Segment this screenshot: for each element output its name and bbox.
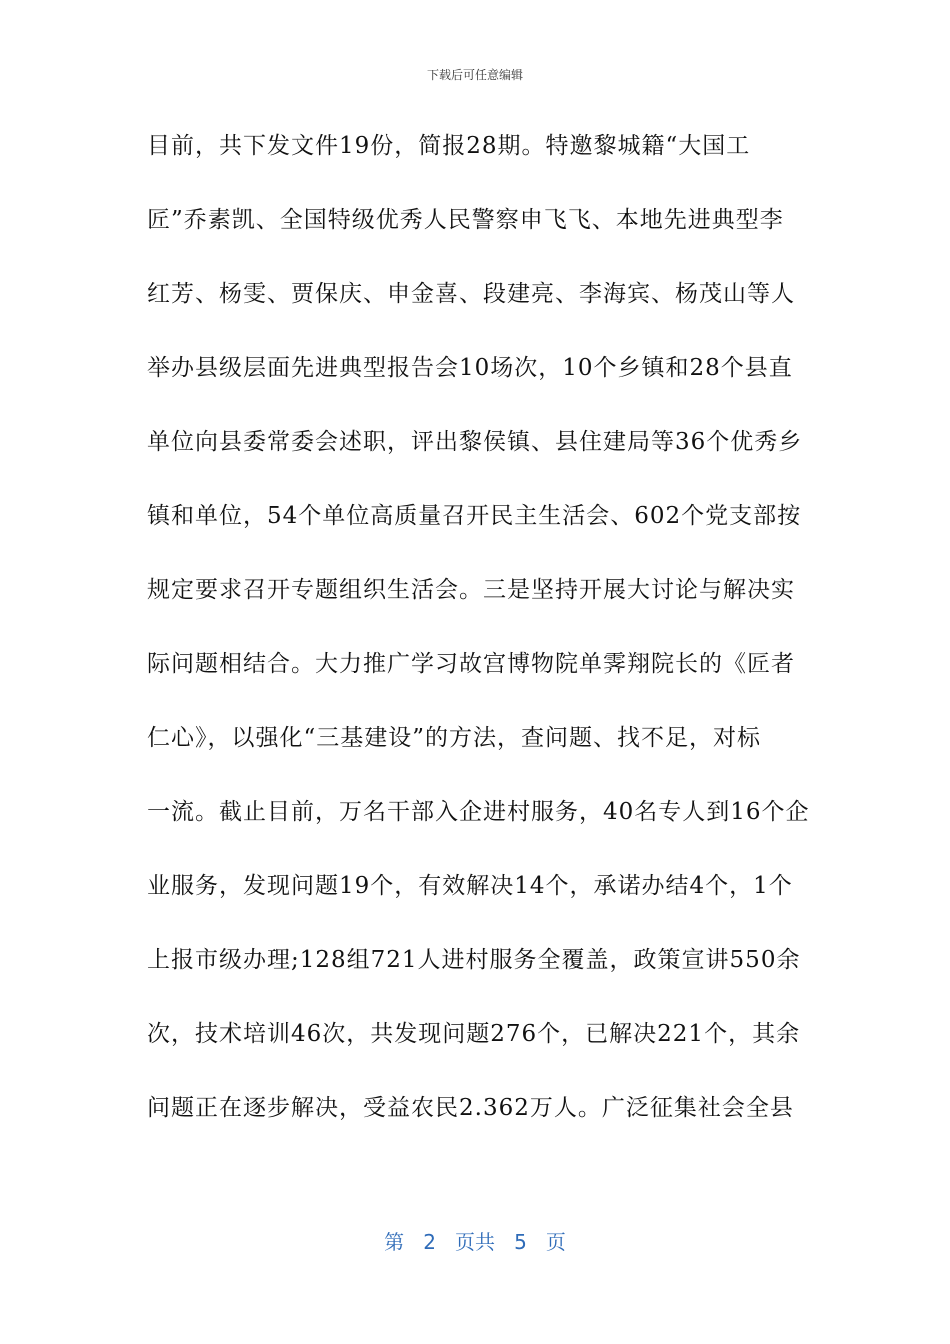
body-line: 镇和单位，54个单位高质量召开民主生活会、602个党支部按	[147, 503, 802, 529]
body-line: 仁心》，以强化“三基建设”的方法，查问题、找不足，对标	[147, 725, 762, 751]
page-suffix: 页	[545, 1230, 566, 1254]
body-line: 单位向县委常委会述职，评出黎侯镇、县住建局等36个优秀乡	[147, 429, 803, 455]
page-current: 2	[423, 1230, 436, 1254]
body-line: 问题正在逐步解决，受益农民2.362万人。广泛征集社会全县	[147, 1095, 794, 1121]
body-line: 目前，共下发文件19份，简报28期。特邀黎城籍“大国工	[147, 133, 751, 159]
page-middle: 页共	[455, 1230, 495, 1254]
header-note: 下载后可任意编辑	[426, 68, 523, 82]
body-line: 次，技术培训46次，共发现问题276个，已解决221个，其余	[147, 1021, 801, 1047]
page-footer	[0, 1226, 950, 1255]
page-prefix: 第	[384, 1230, 405, 1254]
document-body	[147, 128, 819, 1164]
body-line: 举办县级层面先进典型报告会10场次，10个乡镇和28个县直	[147, 355, 793, 381]
body-line: 一流。截止目前，万名干部入企进村服务，40名专人到16个企	[147, 799, 810, 825]
body-line: 际问题相结合。大力推广学习故宫博物院单霁翔院长的《匠者	[147, 651, 795, 677]
body-line: 规定要求召开专题组织生活会。三是坚持开展大讨论与解决实	[147, 577, 795, 603]
body-line: 上报市级办理;128组721人进村服务全覆盖，政策宣讲550余	[147, 947, 801, 973]
body-line: 业服务，发现问题19个，有效解决14个，承诺办结4个，1个	[147, 873, 793, 899]
body-line: 匠”乔素凯、全国特级优秀人民警察申飞飞、本地先进典型李	[147, 207, 784, 233]
body-line: 红芳、杨雯、贾保庆、申金喜、段建亮、李海宾、杨茂山等人	[147, 281, 795, 307]
page-total: 5	[514, 1230, 527, 1254]
